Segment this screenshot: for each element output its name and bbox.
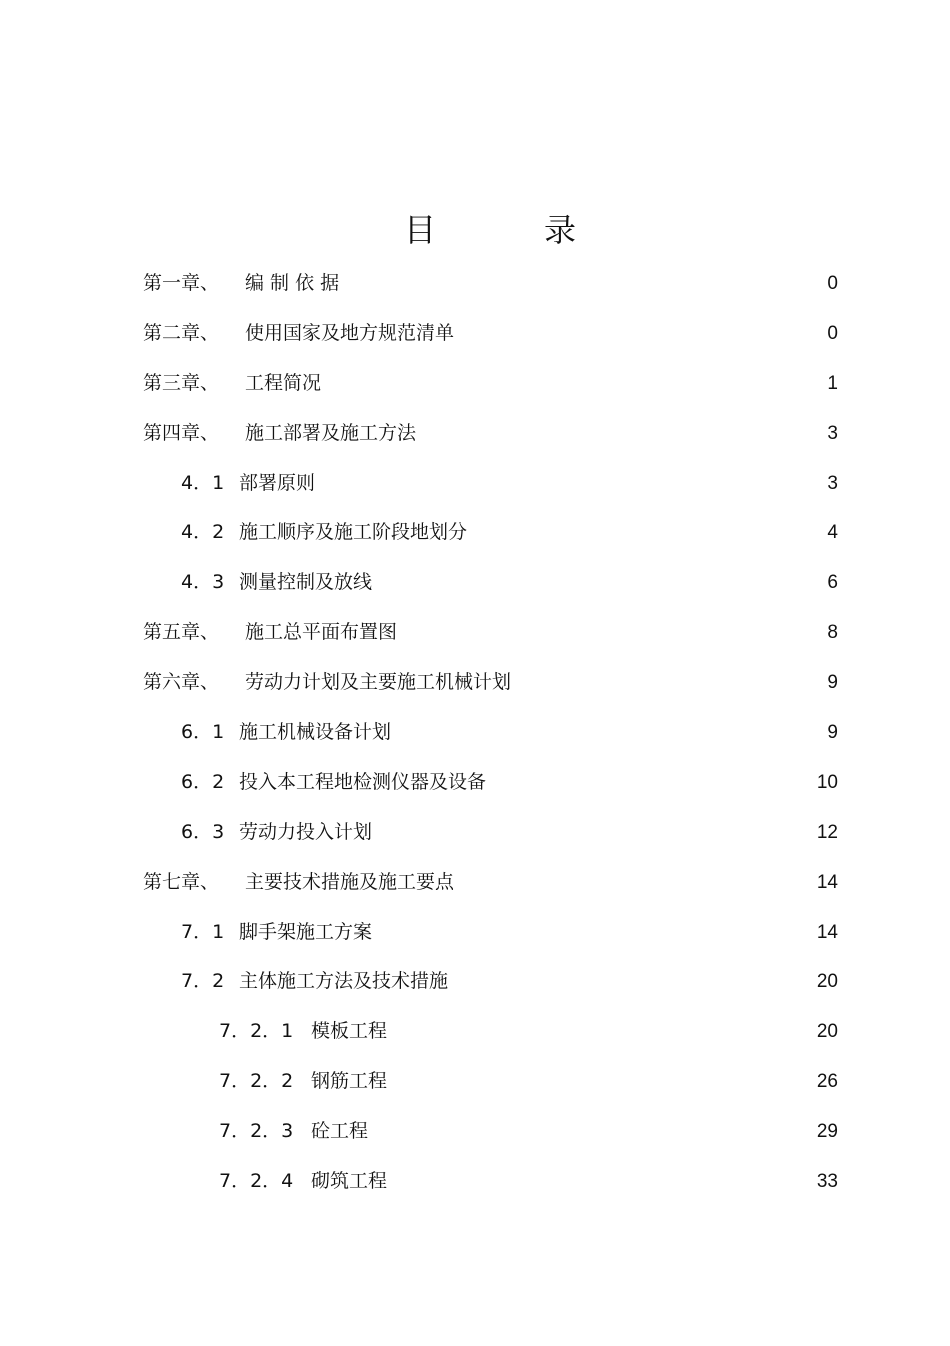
toc-entry-page-number: 1	[827, 372, 838, 394]
toc-entry-page-number: 20	[816, 971, 838, 993]
toc-entry-text: 使用国家及地方规范清单	[245, 321, 455, 344]
toc-entry-text: 施工机械设备计划	[239, 721, 392, 744]
toc-entry-text: 砌筑工程	[311, 1170, 388, 1193]
toc-entry[interactable]	[0, 708, 950, 758]
toc-entry-number: 7．2．1	[219, 1020, 294, 1043]
toc-entry[interactable]	[0, 459, 950, 509]
toc-entry-label	[181, 508, 467, 558]
toc-entry-label	[143, 259, 339, 309]
toc-entry-number: 4．2	[181, 521, 225, 544]
toc-entry[interactable]	[0, 908, 950, 958]
toc-entry-page-number: 8	[827, 622, 838, 644]
toc-entry-page-number: 9	[827, 672, 838, 694]
toc-entry[interactable]	[0, 608, 950, 658]
toc-entry-page-number: 0	[827, 322, 838, 344]
toc-entry-page-number: 9	[827, 722, 838, 744]
toc-entry-text: 钢筋工程	[311, 1070, 388, 1093]
toc-entry-number: 第二章、	[143, 321, 220, 344]
toc-entry-number: 7．2．4	[219, 1170, 294, 1193]
toc-entry-label	[219, 1007, 387, 1057]
toc-entry-label	[143, 359, 321, 409]
toc-entry-page-number: 20	[816, 1021, 838, 1043]
toc-entry-label	[181, 957, 448, 1007]
toc-entry[interactable]	[0, 957, 950, 1007]
toc-entry[interactable]	[0, 808, 950, 858]
toc-entry-text: 工程简况	[245, 371, 322, 394]
toc-entry-label	[143, 858, 454, 908]
toc-entry-text: 施工总平面布置图	[245, 621, 398, 644]
toc-entry-text: 砼工程	[311, 1120, 369, 1143]
toc-entry-text: 施工顺序及施工阶段地划分	[239, 521, 468, 544]
toc-entry-text: 部署原则	[239, 471, 316, 494]
toc-entry[interactable]	[0, 508, 950, 558]
toc-entry-label	[181, 558, 372, 608]
toc-entry-text: 劳动力计划及主要施工机械计划	[245, 671, 512, 694]
toc-entry-number: 4．3	[181, 571, 225, 594]
toc-title-char-1: 目	[403, 211, 436, 249]
toc-entry-number: 第四章、	[143, 421, 220, 444]
toc-entry-text: 主要技术措施及施工要点	[245, 870, 455, 893]
toc-entry-number: 6．3	[181, 820, 225, 843]
toc-list	[0, 259, 950, 1207]
toc-entry-page-number: 12	[816, 821, 838, 843]
toc-entry[interactable]	[0, 359, 950, 409]
toc-entry-text: 投入本工程地检测仪器及设备	[239, 770, 487, 793]
toc-entry[interactable]	[0, 409, 950, 459]
toc-entry-text: 脚手架施工方案	[239, 920, 373, 943]
toc-entry-label	[219, 1157, 387, 1207]
toc-entry-label	[181, 808, 372, 858]
toc-entry-label	[181, 459, 315, 509]
toc-entry[interactable]	[0, 1107, 950, 1157]
toc-entry-label	[143, 608, 397, 658]
toc-entry-text: 主体施工方法及技术措施	[239, 970, 449, 993]
toc-entry[interactable]	[0, 658, 950, 708]
toc-entry-text: 劳动力投入计划	[239, 820, 373, 843]
toc-entry-label	[143, 409, 416, 459]
toc-entry[interactable]	[0, 259, 950, 309]
toc-entry-label	[143, 658, 511, 708]
toc-entry[interactable]	[0, 558, 950, 608]
toc-entry-page-number: 14	[816, 921, 838, 943]
toc-entry-page-number: 29	[816, 1121, 838, 1143]
toc-entry-number: 7．2	[181, 970, 225, 993]
toc-entry-page-number: 6	[827, 572, 838, 594]
toc-entry-number: 7．1	[181, 920, 225, 943]
toc-entry-label	[219, 1107, 368, 1157]
toc-entry-label	[181, 758, 486, 808]
toc-entry-number: 7．2．3	[219, 1120, 294, 1143]
toc-entry-number: 第一章、	[143, 272, 220, 294]
toc-entry-label	[181, 908, 372, 958]
toc-entry-number: 第五章、	[143, 621, 220, 644]
toc-entry[interactable]	[0, 1007, 950, 1057]
toc-entry-page-number: 3	[827, 422, 838, 444]
toc-entry[interactable]	[0, 309, 950, 359]
toc-entry-page-number: 14	[816, 871, 838, 893]
toc-entry[interactable]	[0, 1057, 950, 1107]
toc-entry-label	[143, 309, 454, 359]
toc-entry-label	[219, 1057, 387, 1107]
toc-entry-number: 6．2	[181, 770, 225, 793]
toc-entry-number: 7．2．2	[219, 1070, 294, 1093]
toc-entry-text: 施工部署及施工方法	[245, 421, 417, 444]
toc-entry[interactable]	[0, 758, 950, 808]
toc-entry-text: 编 制 依 据	[245, 272, 340, 294]
toc-entry-page-number: 4	[827, 522, 838, 544]
toc-title-char-2: 录	[544, 211, 577, 249]
toc-entry[interactable]	[0, 858, 950, 908]
toc-entry-page-number: 0	[827, 273, 838, 294]
toc-entry-number: 6．1	[181, 721, 225, 744]
toc-entry-number: 第三章、	[143, 371, 220, 394]
toc-entry-text: 测量控制及放线	[239, 571, 373, 594]
toc-entry[interactable]	[0, 1157, 950, 1207]
toc-entry-text: 模板工程	[311, 1020, 388, 1043]
toc-entry-number: 4．1	[181, 471, 225, 494]
toc-entry-page-number: 33	[816, 1171, 838, 1193]
toc-entry-page-number: 3	[827, 472, 838, 494]
toc-entry-number: 第六章、	[143, 671, 220, 694]
toc-entry-page-number: 10	[816, 771, 838, 793]
toc-title	[0, 206, 950, 254]
toc-entry-number: 第七章、	[143, 870, 220, 893]
toc-entry-label	[181, 708, 391, 758]
toc-entry-page-number: 26	[816, 1071, 838, 1093]
